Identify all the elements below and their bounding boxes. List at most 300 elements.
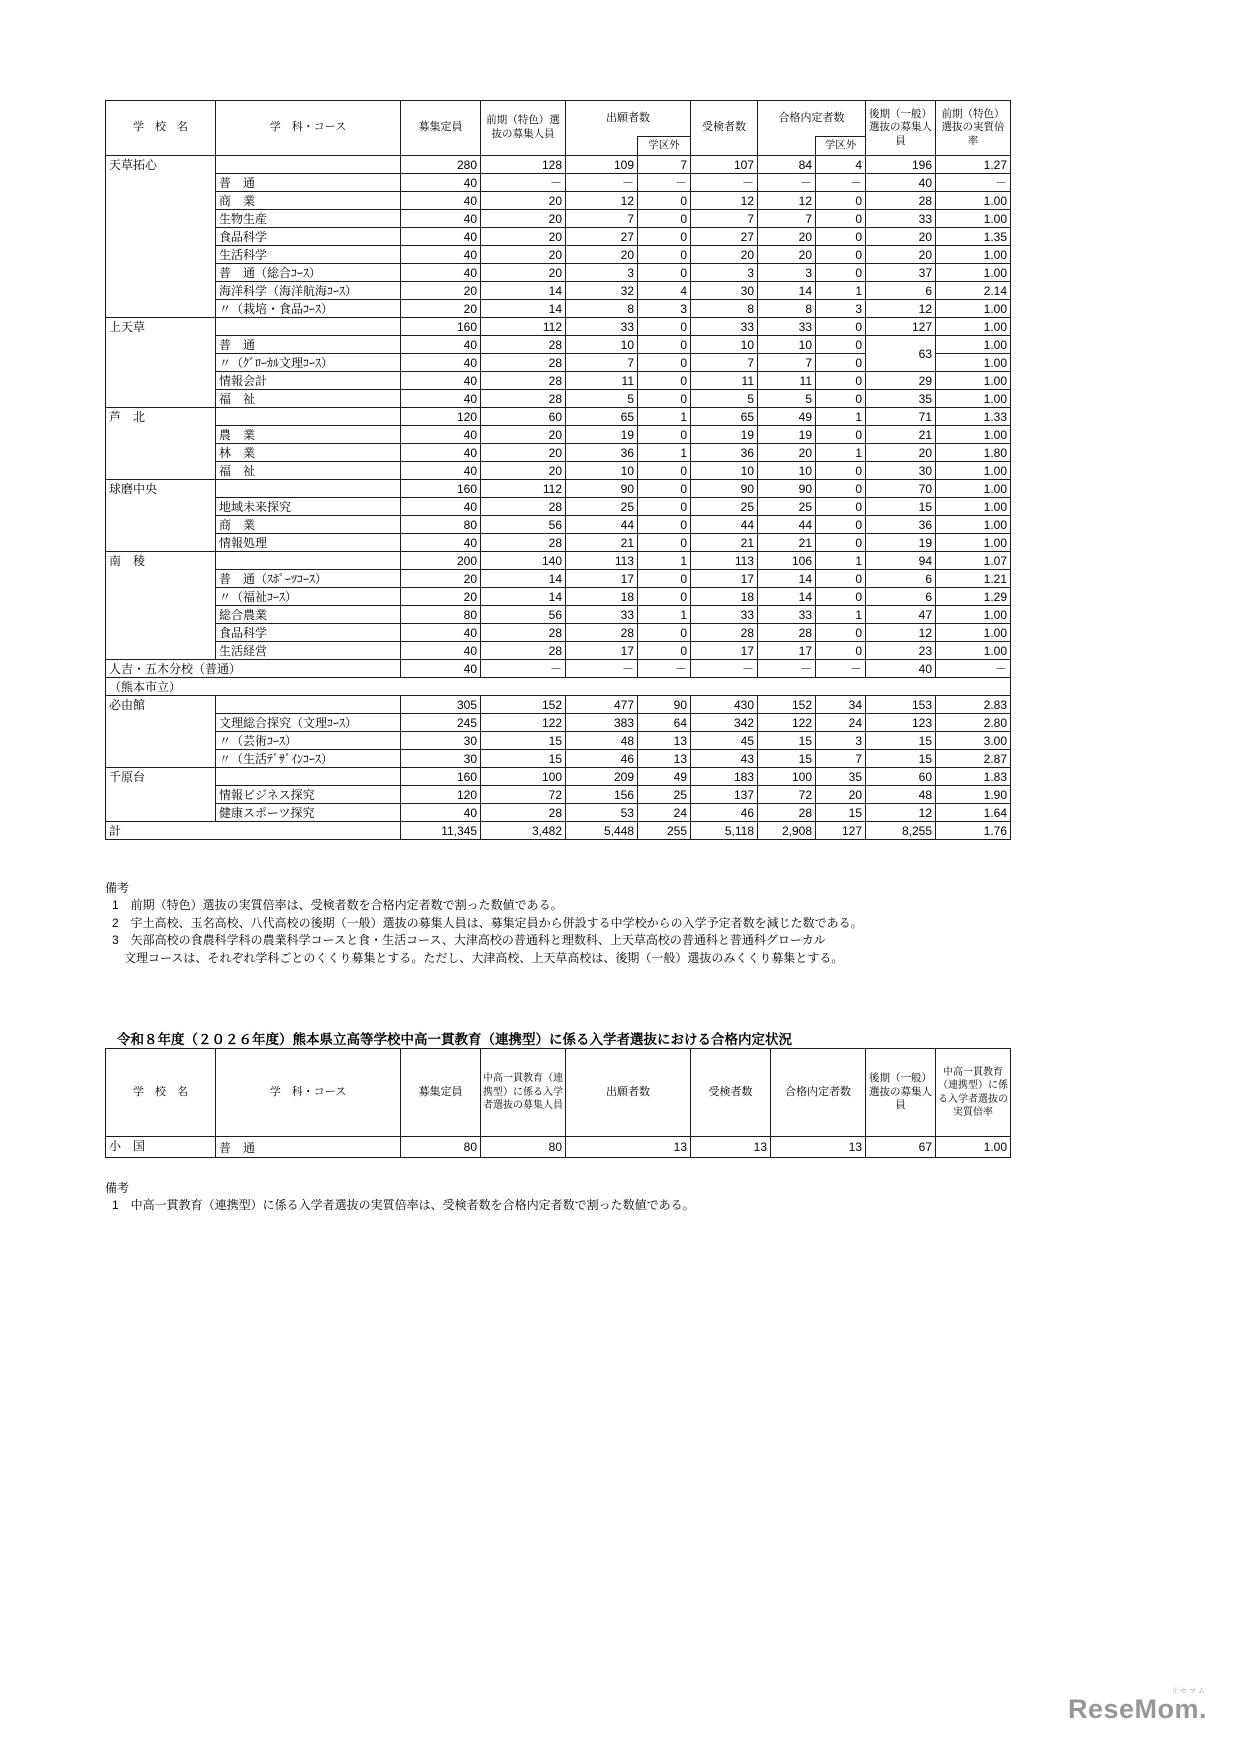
value-cell: 90 xyxy=(758,480,816,498)
value-cell: 40 xyxy=(401,210,481,228)
value-cell: 0 xyxy=(816,480,866,498)
value-cell: 183 xyxy=(691,768,758,786)
value-cell: 12 xyxy=(866,624,936,642)
value-cell: 80 xyxy=(481,1137,566,1158)
course-name: 情報ビジネス探究 xyxy=(216,786,401,804)
value-cell: － xyxy=(481,660,566,678)
value-cell: 24 xyxy=(816,714,866,732)
value-cell: 0 xyxy=(816,426,866,444)
table-row xyxy=(106,1137,1011,1158)
value-cell: 4 xyxy=(816,156,866,174)
value-cell: 0 xyxy=(816,642,866,660)
value-cell: 0 xyxy=(816,246,866,264)
value-cell: 140 xyxy=(481,552,566,570)
course-name: 普 通（総合ｺｰｽ） xyxy=(216,264,401,282)
value-cell: 40 xyxy=(401,642,481,660)
table-row xyxy=(106,714,1011,732)
value-cell: 13 xyxy=(566,1137,691,1158)
value-cell: 3 xyxy=(566,264,638,282)
table-row xyxy=(106,804,1011,822)
value-cell: 19 xyxy=(566,426,638,444)
value-cell: 35 xyxy=(866,390,936,408)
table-row xyxy=(106,750,1011,768)
value-cell: 48 xyxy=(866,786,936,804)
value-cell: 21 xyxy=(691,534,758,552)
table-row xyxy=(106,696,1011,714)
value-cell: 152 xyxy=(481,696,566,714)
table-row xyxy=(106,624,1011,642)
value-cell: 72 xyxy=(481,786,566,804)
value-cell: 11,345 xyxy=(401,822,481,840)
course-name xyxy=(216,408,401,426)
value-cell: 10 xyxy=(758,462,816,480)
value-cell: 1.29 xyxy=(936,588,1011,606)
value-cell: 3,482 xyxy=(481,822,566,840)
value-cell: 0 xyxy=(816,498,866,516)
value-cell: 33 xyxy=(566,318,638,336)
value-cell: 160 xyxy=(401,768,481,786)
main-table-body xyxy=(106,156,1011,840)
header-row-1 xyxy=(106,101,1011,137)
value-cell: 94 xyxy=(866,552,936,570)
remarks-2-label: 備考 xyxy=(105,1181,130,1195)
value-cell: 15 xyxy=(758,750,816,768)
value-cell: 20 xyxy=(758,246,816,264)
header-school: 学 校 名 xyxy=(106,1049,216,1137)
school-name: 上天草 xyxy=(106,318,216,408)
value-cell: 1.00 xyxy=(936,354,1011,372)
table-row xyxy=(106,192,1011,210)
value-cell: 0 xyxy=(816,516,866,534)
value-cell: 65 xyxy=(566,408,638,426)
value-cell: 0 xyxy=(638,624,691,642)
course-name: 農 業 xyxy=(216,426,401,444)
header-late-recruit: 後期（一般）選抜の募集人員 xyxy=(866,101,936,156)
value-cell: 0 xyxy=(816,462,866,480)
value-cell: 15 xyxy=(481,732,566,750)
value-cell: 0 xyxy=(638,462,691,480)
header-examinees: 受検者数 xyxy=(691,1049,771,1137)
value-cell: 11 xyxy=(691,372,758,390)
course-name: 情報会計 xyxy=(216,372,401,390)
value-cell: 14 xyxy=(481,588,566,606)
value-cell: 44 xyxy=(566,516,638,534)
value-cell: 1.00 xyxy=(936,534,1011,552)
value-cell: 0 xyxy=(638,372,691,390)
header-applicants-sub xyxy=(566,137,638,156)
value-cell: 20 xyxy=(481,228,566,246)
table-row xyxy=(106,444,1011,462)
remarks-1-label: 備考 xyxy=(105,881,130,895)
value-cell: 20 xyxy=(401,570,481,588)
value-cell: 127 xyxy=(866,318,936,336)
header-examinees: 受検者数 xyxy=(691,101,758,156)
header-early-recruit: 前期（特色）選抜の募集人員 xyxy=(481,101,566,156)
value-cell: 14 xyxy=(481,300,566,318)
value-cell: 107 xyxy=(691,156,758,174)
table-row xyxy=(106,336,1011,354)
value-cell: 90 xyxy=(566,480,638,498)
renkei-table-title: 令和８年度（２０２６年度）熊本県立高等学校中高一貫教育（連携型）に係る入学者選抜における合格内定状況 xyxy=(117,1032,792,1047)
value-cell: 90 xyxy=(638,696,691,714)
value-cell: 10 xyxy=(691,336,758,354)
value-cell: 1 xyxy=(638,444,691,462)
value-cell: 122 xyxy=(758,714,816,732)
value-cell: 90 xyxy=(691,480,758,498)
value-cell: 12 xyxy=(866,300,936,318)
value-cell: 40 xyxy=(401,444,481,462)
value-cell: 0 xyxy=(638,210,691,228)
header-course: 学 科・コース xyxy=(216,1049,401,1137)
value-cell: 15 xyxy=(866,732,936,750)
value-cell: 1.00 xyxy=(936,192,1011,210)
value-cell: 36 xyxy=(866,516,936,534)
value-cell: 28 xyxy=(481,534,566,552)
value-cell: 19 xyxy=(691,426,758,444)
course-name: 生物生産 xyxy=(216,210,401,228)
value-cell: 15 xyxy=(758,732,816,750)
value-cell: 28 xyxy=(481,336,566,354)
value-cell: 1.00 xyxy=(936,318,1011,336)
value-cell: 33 xyxy=(566,606,638,624)
value-cell: 2.87 xyxy=(936,750,1011,768)
value-cell: 1.00 xyxy=(936,246,1011,264)
value-cell: 80 xyxy=(401,1137,481,1158)
value-cell: 21 xyxy=(566,534,638,552)
table-row xyxy=(106,300,1011,318)
value-cell: 40 xyxy=(866,660,936,678)
value-cell: 255 xyxy=(638,822,691,840)
value-cell: 113 xyxy=(691,552,758,570)
value-cell: 40 xyxy=(401,372,481,390)
value-cell: 112 xyxy=(481,480,566,498)
value-cell: 1.80 xyxy=(936,444,1011,462)
value-cell: 245 xyxy=(401,714,481,732)
value-cell: 23 xyxy=(866,642,936,660)
header-renkei-ratio: 中高一貫教育（連携型）に係る入学者選抜の実質倍率 xyxy=(936,1049,1011,1137)
value-cell: 14 xyxy=(758,282,816,300)
value-cell: 0 xyxy=(638,642,691,660)
renkei-table xyxy=(105,1048,1011,1158)
value-cell: 28 xyxy=(481,804,566,822)
value-cell: 1.00 xyxy=(936,642,1011,660)
value-cell: 24 xyxy=(638,804,691,822)
value-cell: 0 xyxy=(638,390,691,408)
remarks-1 xyxy=(105,880,1155,967)
value-cell: － xyxy=(638,660,691,678)
value-cell: 18 xyxy=(691,588,758,606)
value-cell: 0 xyxy=(638,426,691,444)
value-cell: 0 xyxy=(638,192,691,210)
table-row xyxy=(106,822,1011,840)
value-cell: 25 xyxy=(691,498,758,516)
value-cell: 100 xyxy=(481,768,566,786)
value-cell: 1.00 xyxy=(936,606,1011,624)
value-cell: 1 xyxy=(638,408,691,426)
value-cell: 1.00 xyxy=(936,210,1011,228)
value-cell: 18 xyxy=(566,588,638,606)
value-cell: 0 xyxy=(816,570,866,588)
value-cell: 0 xyxy=(816,624,866,642)
value-cell: 477 xyxy=(566,696,638,714)
value-cell: 10 xyxy=(758,336,816,354)
value-cell: 49 xyxy=(638,768,691,786)
value-cell: 40 xyxy=(401,192,481,210)
value-cell: 1.35 xyxy=(936,228,1011,246)
course-name xyxy=(216,480,401,498)
course-name: 商 業 xyxy=(216,516,401,534)
value-cell: 3 xyxy=(638,300,691,318)
value-cell: 10 xyxy=(566,336,638,354)
value-cell: 1.00 xyxy=(936,1137,1011,1158)
value-cell: 20 xyxy=(481,264,566,282)
value-cell: 49 xyxy=(758,408,816,426)
value-cell: 60 xyxy=(866,768,936,786)
value-cell: 40 xyxy=(866,174,936,192)
table-row xyxy=(106,462,1011,480)
value-cell: 27 xyxy=(691,228,758,246)
value-cell: 1 xyxy=(638,552,691,570)
value-cell: 40 xyxy=(401,174,481,192)
header-renkei-recruit: 中高一貫教育（連携型）に係る入学者選抜の募集人員 xyxy=(481,1049,566,1137)
value-cell: 7 xyxy=(816,750,866,768)
value-cell: 20 xyxy=(481,210,566,228)
table-row xyxy=(106,282,1011,300)
course-name: 生活科学 xyxy=(216,246,401,264)
table-row xyxy=(106,426,1011,444)
value-cell: 7 xyxy=(691,210,758,228)
value-cell: 30 xyxy=(691,282,758,300)
value-cell: 33 xyxy=(866,210,936,228)
value-cell: 13 xyxy=(638,732,691,750)
value-cell: 40 xyxy=(401,498,481,516)
table-row xyxy=(106,228,1011,246)
course-name: 普 通 xyxy=(216,336,401,354)
value-cell: 160 xyxy=(401,318,481,336)
header-capacity: 募集定員 xyxy=(401,101,481,156)
value-cell: 1.33 xyxy=(936,408,1011,426)
value-cell: 1.00 xyxy=(936,264,1011,282)
value-cell: 14 xyxy=(481,282,566,300)
course-name: 福 祉 xyxy=(216,462,401,480)
value-cell: 80 xyxy=(401,606,481,624)
value-cell: 30 xyxy=(866,462,936,480)
school-name: 人吉・五木分校（普通） xyxy=(106,660,401,678)
value-cell: 20 xyxy=(481,192,566,210)
header-out-of-district-1: 学区外 xyxy=(638,137,691,156)
table-row xyxy=(106,732,1011,750)
course-name: 健康スポーツ探究 xyxy=(216,804,401,822)
value-cell: 209 xyxy=(566,768,638,786)
course-name: 食品科学 xyxy=(216,228,401,246)
value-cell: 1.83 xyxy=(936,768,1011,786)
value-cell: 0 xyxy=(638,246,691,264)
value-cell: 56 xyxy=(481,606,566,624)
table-row xyxy=(106,516,1011,534)
value-cell: 20 xyxy=(401,300,481,318)
value-cell: 1.90 xyxy=(936,786,1011,804)
value-cell: 2.14 xyxy=(936,282,1011,300)
value-cell: 45 xyxy=(691,732,758,750)
value-cell: 20 xyxy=(566,246,638,264)
value-cell: 33 xyxy=(758,318,816,336)
value-cell: 60 xyxy=(481,408,566,426)
value-cell: 28 xyxy=(566,624,638,642)
value-cell: 30 xyxy=(401,750,481,768)
value-cell: 15 xyxy=(816,804,866,822)
value-cell: 14 xyxy=(758,570,816,588)
table-row xyxy=(106,408,1011,426)
table-row xyxy=(106,210,1011,228)
value-cell: 63 xyxy=(866,336,936,372)
value-cell: 106 xyxy=(758,552,816,570)
value-cell: 120 xyxy=(401,408,481,426)
header-school: 学 校 名 xyxy=(106,101,216,156)
value-cell: 47 xyxy=(866,606,936,624)
value-cell: 3 xyxy=(816,732,866,750)
value-cell: 28 xyxy=(758,804,816,822)
course-name: 普 通 xyxy=(216,174,401,192)
value-cell: 5,448 xyxy=(566,822,638,840)
value-cell: 19 xyxy=(758,426,816,444)
table-row xyxy=(106,246,1011,264)
value-cell: 112 xyxy=(481,318,566,336)
header-accepted-sub xyxy=(758,137,816,156)
table-row xyxy=(106,570,1011,588)
value-cell: 20 xyxy=(481,444,566,462)
value-cell: 0 xyxy=(638,354,691,372)
value-cell: 5 xyxy=(691,390,758,408)
value-cell: 46 xyxy=(566,750,638,768)
value-cell: － xyxy=(758,660,816,678)
value-cell: 17 xyxy=(758,642,816,660)
value-cell: － xyxy=(691,660,758,678)
value-cell: 28 xyxy=(481,642,566,660)
course-name: 生活経営 xyxy=(216,642,401,660)
value-cell: 46 xyxy=(691,804,758,822)
value-cell: 1.00 xyxy=(936,372,1011,390)
course-name xyxy=(216,696,401,714)
value-cell: 1 xyxy=(638,606,691,624)
value-cell: 12 xyxy=(691,192,758,210)
section-label: （熊本市立） xyxy=(106,678,1011,696)
value-cell: 64 xyxy=(638,714,691,732)
course-name: 情報処理 xyxy=(216,534,401,552)
value-cell: 160 xyxy=(401,480,481,498)
value-cell: 28 xyxy=(481,372,566,390)
value-cell: 10 xyxy=(566,462,638,480)
value-cell: 5 xyxy=(566,390,638,408)
remarks-1-line: 文理コースは、それぞれ学科ごとのくくり募集とする。ただし、大津高校、上天草高校は、後期（一般）選抜のみくくり募集とする。 xyxy=(112,950,844,965)
value-cell: 1 xyxy=(816,408,866,426)
value-cell: 0 xyxy=(816,264,866,282)
value-cell: 13 xyxy=(691,1137,771,1158)
table-row xyxy=(106,588,1011,606)
table-row xyxy=(106,534,1011,552)
value-cell: 40 xyxy=(401,390,481,408)
value-cell: 6 xyxy=(866,570,936,588)
value-cell: 1.00 xyxy=(936,624,1011,642)
value-cell: 305 xyxy=(401,696,481,714)
value-cell: 3 xyxy=(691,264,758,282)
value-cell: 122 xyxy=(481,714,566,732)
school-name: 千原台 xyxy=(106,768,216,822)
value-cell: 40 xyxy=(401,228,481,246)
school-name: 小 国 xyxy=(106,1137,216,1158)
value-cell: 3 xyxy=(758,264,816,282)
value-cell: 53 xyxy=(566,804,638,822)
value-cell: 28 xyxy=(481,390,566,408)
value-cell: 36 xyxy=(566,444,638,462)
value-cell: 0 xyxy=(816,318,866,336)
value-cell: 156 xyxy=(566,786,638,804)
table-row xyxy=(106,390,1011,408)
value-cell: 1.07 xyxy=(936,552,1011,570)
course-name: 〃（福祉ｺｰｽ） xyxy=(216,588,401,606)
value-cell: 20 xyxy=(481,246,566,264)
remarks-2-line: 1 中高一貫教育（連携型）に係る入学者選抜の実質倍率は、受検者数を合格内定者数で割った数値である。 xyxy=(112,1198,695,1213)
header-late-recruit: 後期（一般）選抜の募集人員 xyxy=(866,1049,936,1137)
value-cell: 12 xyxy=(758,192,816,210)
course-name: 〃（生活ﾃﾞｻﾞｲﾝｺｰｽ） xyxy=(216,750,401,768)
resemom-wordmark: ReseMom. xyxy=(1067,1694,1207,1724)
value-cell: 7 xyxy=(566,354,638,372)
course-name xyxy=(216,318,401,336)
renkei-table-body xyxy=(106,1137,1011,1158)
value-cell: 80 xyxy=(401,516,481,534)
value-cell: 40 xyxy=(401,534,481,552)
value-cell: 13 xyxy=(638,750,691,768)
school-name: 芦 北 xyxy=(106,408,216,480)
value-cell: 6 xyxy=(866,588,936,606)
value-cell: 20 xyxy=(758,444,816,462)
value-cell: 11 xyxy=(566,372,638,390)
table-row xyxy=(106,174,1011,192)
value-cell: 1.00 xyxy=(936,426,1011,444)
value-cell: 123 xyxy=(866,714,936,732)
value-cell: 8 xyxy=(758,300,816,318)
value-cell: － xyxy=(566,660,638,678)
value-cell: 44 xyxy=(691,516,758,534)
value-cell: 19 xyxy=(866,534,936,552)
table-row xyxy=(106,264,1011,282)
value-cell: 5,118 xyxy=(691,822,758,840)
value-cell: 3 xyxy=(816,300,866,318)
value-cell: 36 xyxy=(691,444,758,462)
course-name: 海洋科学（海洋航海ｺｰｽ） xyxy=(216,282,401,300)
value-cell: 0 xyxy=(816,354,866,372)
value-cell: 1.76 xyxy=(936,822,1011,840)
value-cell: 20 xyxy=(866,228,936,246)
value-cell: 30 xyxy=(401,732,481,750)
value-cell: 113 xyxy=(566,552,638,570)
value-cell: 71 xyxy=(866,408,936,426)
course-name xyxy=(216,156,401,174)
value-cell: 40 xyxy=(401,336,481,354)
value-cell: 1 xyxy=(816,552,866,570)
value-cell: 1.21 xyxy=(936,570,1011,588)
value-cell: 28 xyxy=(691,624,758,642)
value-cell: 27 xyxy=(566,228,638,246)
value-cell: 40 xyxy=(401,354,481,372)
value-cell: 127 xyxy=(816,822,866,840)
value-cell: 37 xyxy=(866,264,936,282)
value-cell: 1 xyxy=(816,444,866,462)
value-cell: － xyxy=(758,174,816,192)
value-cell: 7 xyxy=(566,210,638,228)
value-cell: － xyxy=(816,660,866,678)
header-out-of-district-2: 学区外 xyxy=(816,137,866,156)
